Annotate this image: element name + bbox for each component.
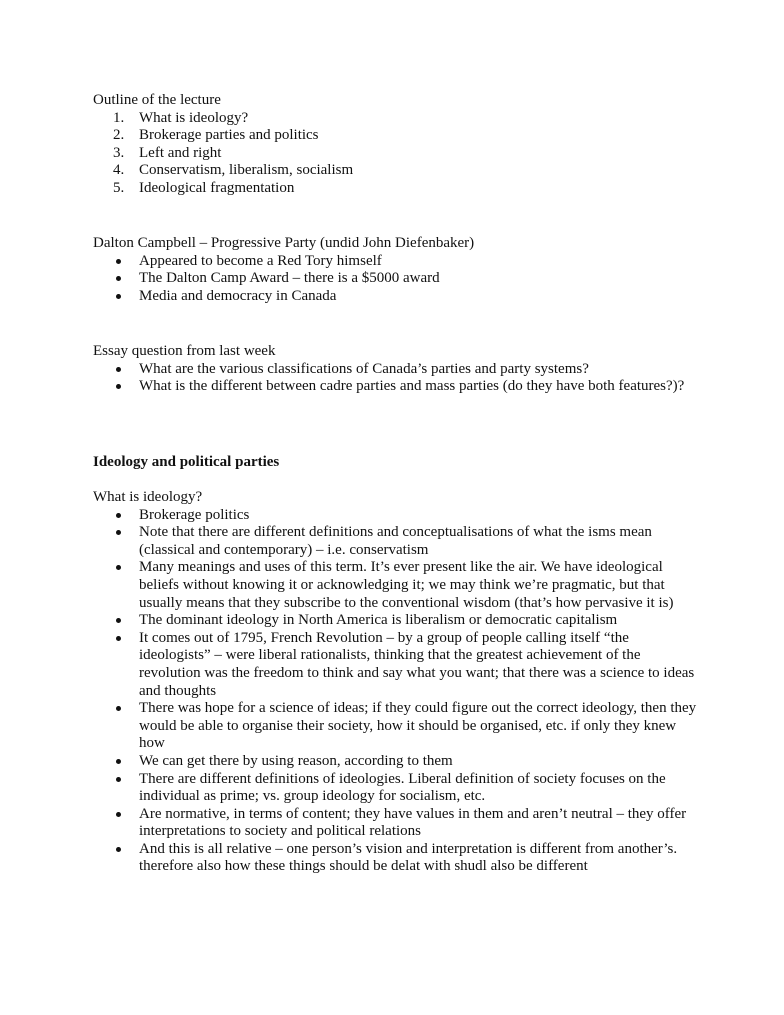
ideology-bullet [93, 630, 698, 700]
bullet-dot-icon [116, 367, 121, 372]
outline-item-text: What is ideology? [139, 109, 249, 126]
dalton-bullet-text: Media and democracy in Canada [139, 287, 337, 304]
outline-item [93, 127, 703, 145]
dalton-bullet [93, 288, 703, 306]
outline-item-number: 1. [113, 109, 125, 126]
bullet-dot-icon [116, 759, 121, 764]
outline-item-text: Conservatism, liberalism, socialism [139, 162, 354, 179]
essay-bullet-text: What are the various classifications of Canada’s parties and party systems? [139, 360, 589, 377]
ideology-bullet-text: There are different definitions of ideologies. Liberal definition of society focuses on the individual as prime; vs. group ideology for socialism, etc. [139, 770, 666, 805]
essay-bullet-text: What is the different between cadre parties and mass parties (do they have both features?)? [139, 378, 685, 395]
outline-item-number: 2. [113, 127, 125, 144]
what-is-ideology-section [93, 489, 698, 876]
outline-item-text: Left and right [139, 144, 222, 161]
dalton-section [93, 235, 703, 305]
ideology-bullet-text: Note that there are different definitions and conceptualisations of what the isms mean (classical and contemporary) – i.e. conservatism [139, 524, 652, 558]
bullet-dot-icon [116, 618, 121, 623]
dalton-bullet-text: Appeared to become a Red Tory himself [139, 252, 382, 269]
ideology-bullet-text: The dominant ideology in North America is liberalism or democratic capitalism [139, 612, 618, 629]
section-title: Ideology and political parties [93, 454, 280, 470]
bullet-dot-icon [116, 812, 121, 817]
dalton-bullet [93, 270, 703, 288]
ideology-bullet-text: It comes out of 1795, French Revolution – by a group of people calling itself “the ideologists” – were liberal rationalists, thinking that the greatest achievement of the revolution was the freedom to think and say what you want; that there was a science to ideas and thoughts [139, 629, 695, 699]
outline-item [93, 180, 703, 198]
bullet-dot-icon [116, 513, 121, 518]
ideology-bullet-text: Many meanings and uses of this term. It’s ever present like the air. We have ideological beliefs without knowing it or acknowledging it; we may think we’re pragmatic, but that usually means that they subscribe to the conventional wisdom (that’s how pervasive it is) [139, 559, 674, 611]
outline-item-text: Brokerage parties and politics [139, 127, 319, 144]
ideology-bullet [93, 806, 698, 841]
essay-bullet [93, 361, 703, 379]
ideology-bullet [93, 612, 698, 630]
dalton-bullet-text: The Dalton Camp Award – there is a $5000 award [139, 270, 440, 287]
bullet-dot-icon [116, 777, 121, 782]
bullet-dot-icon [116, 636, 121, 641]
ideology-bullet-text: There was hope for a science of ideas; if they could figure out the correct ideology, then they would be able to organise their society, how it should be organised, etc. if only they knew how [139, 700, 697, 752]
bullet-dot-icon [116, 276, 121, 281]
ideology-bullet [93, 771, 698, 806]
bullet-dot-icon [116, 847, 121, 852]
ideology-bullet [93, 753, 698, 771]
dalton-bullet [93, 253, 703, 271]
bullet-dot-icon [116, 259, 121, 264]
outline-list [93, 110, 703, 198]
ideology-bullet-text: Are normative, in terms of content; they have values in them and aren’t neutral – they offer interpretations to society and political relations [139, 805, 687, 840]
essay-heading: Essay question from last week [93, 343, 276, 359]
ideology-bullet [93, 559, 698, 612]
ideology-bullet [93, 841, 698, 876]
outline-item [93, 110, 703, 128]
outline-item [93, 162, 703, 180]
ideology-bullet-text: And this is all relative – one person’s vision and interpretation is different from another’s. therefore also how these things should be delat with shudl also be different [139, 840, 678, 875]
ideology-list [93, 507, 698, 876]
outline-item [93, 145, 703, 163]
outline-item-number: 4. [113, 162, 125, 179]
essay-section [93, 343, 703, 396]
outline-heading: Outline of the lecture [93, 92, 221, 108]
ideology-bullet [93, 507, 698, 525]
outline-item-text: Ideological fragmentation [139, 179, 295, 196]
ideology-bullet [93, 524, 698, 559]
bullet-dot-icon [116, 565, 121, 570]
essay-list [93, 361, 703, 396]
outline-item-number: 3. [113, 144, 125, 161]
bullet-dot-icon [116, 294, 121, 299]
dalton-list [93, 253, 703, 306]
ideology-bullet-text: Brokerage politics [139, 506, 250, 523]
ideology-bullet [93, 700, 698, 753]
dalton-heading: Dalton Campbell – Progressive Party (undid John Diefenbaker) [93, 235, 475, 251]
bullet-dot-icon [116, 706, 121, 711]
what-is-ideology-heading: What is ideology? [93, 489, 203, 505]
bullet-dot-icon [116, 530, 121, 535]
essay-bullet [93, 378, 699, 396]
outline-section [93, 92, 703, 198]
ideology-bullet-text: We can get there by using reason, according to them [139, 752, 453, 769]
bullet-dot-icon [116, 384, 121, 389]
ideology-title-section [93, 454, 703, 472]
outline-item-number: 5. [113, 179, 125, 196]
